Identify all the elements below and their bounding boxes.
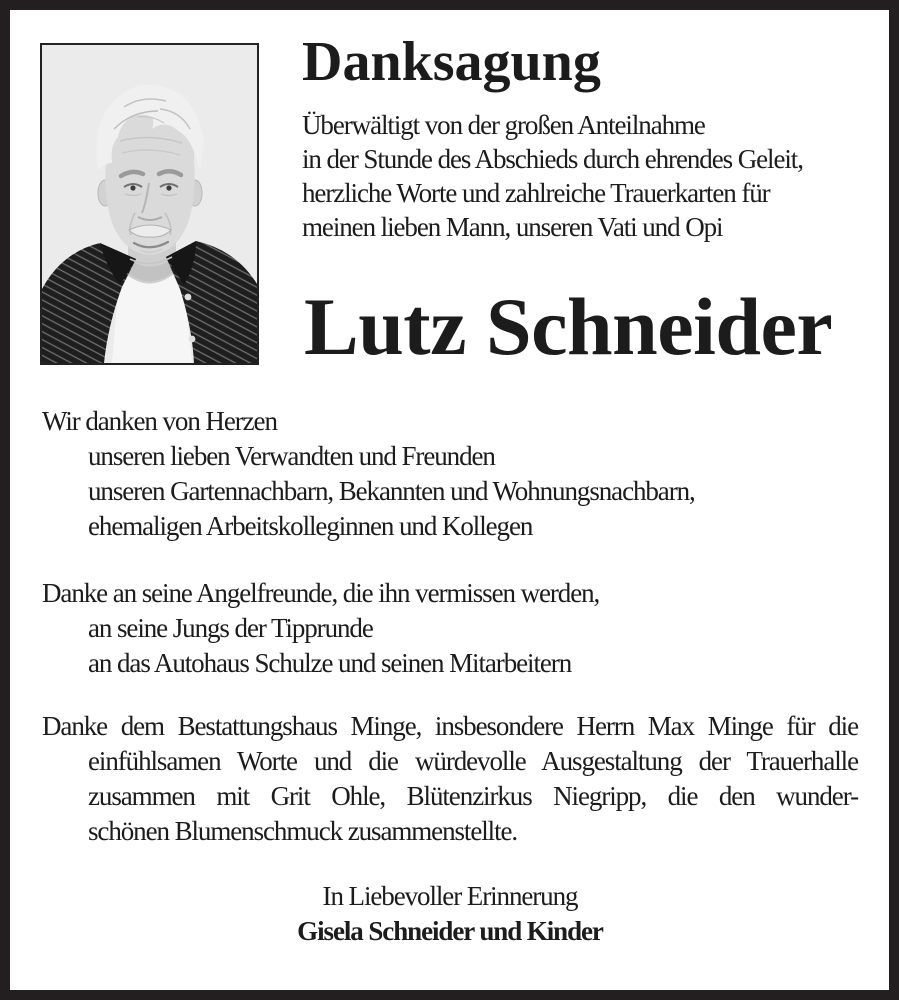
intro-paragraph xyxy=(302,108,888,244)
thanks-line: einfühlsamen Worte und die würdevolle Ausgestaltung der Trauerhalle xyxy=(88,746,858,776)
thanks-item: unseren lieben Verwandten und Freunden xyxy=(88,441,495,471)
intro-line: meinen lieben Mann, unseren Vati und Opi xyxy=(302,212,723,242)
thanks-item: ehemaligen Arbeitskolleginnen und Kollegen xyxy=(88,511,533,541)
closing-line: In Liebevoller Erinnerung xyxy=(322,881,578,911)
intro-line: in der Stunde des Abschieds durch ehrendes Geleit, xyxy=(302,144,803,174)
thanks-item: an seine Jungs der Tipprunde xyxy=(88,613,373,643)
thanks-item: an das Autohaus Schulze und seinen Mitarbeitern xyxy=(88,648,572,678)
thanks-friends-block xyxy=(42,576,858,681)
closing-signature: Gisela Schneider und Kinder xyxy=(297,916,603,946)
paragraph-lead: Wir danken von Herzen xyxy=(42,406,277,436)
thanks-family-items xyxy=(42,439,858,544)
thanks-family-block xyxy=(42,404,858,544)
deceased-name: Lutz Schneider xyxy=(304,281,833,372)
thanks-line: schönen Blumenschmuck zusammenstellte. xyxy=(88,816,518,846)
thanks-line: Danke dem Bestattungshaus Minge, insbesondere Herrn Max Minge für die xyxy=(42,711,858,741)
thanks-funeral-block xyxy=(42,709,858,849)
portrait-photo xyxy=(40,43,259,365)
notice-title: Danksagung xyxy=(302,31,601,93)
portrait-illustration xyxy=(42,45,257,363)
thanks-line: zusammen mit Grit Ohle, Blütenzirkus Niegripp, die den wunder- xyxy=(88,781,858,811)
closing-block xyxy=(42,879,858,949)
intro-line: herzliche Worte und zahlreiche Trauerkarten für xyxy=(302,178,770,208)
thanks-item: unseren Gartennachbarn, Bekannten und Wohnungsnachbarn, xyxy=(88,476,695,506)
intro-line: Überwältigt von der großen Anteilnahme xyxy=(302,110,705,140)
paragraph-lead: Danke an seine Angelfreunde, die ihn vermissen werden, xyxy=(42,578,600,608)
thanks-friends-items xyxy=(42,611,858,681)
